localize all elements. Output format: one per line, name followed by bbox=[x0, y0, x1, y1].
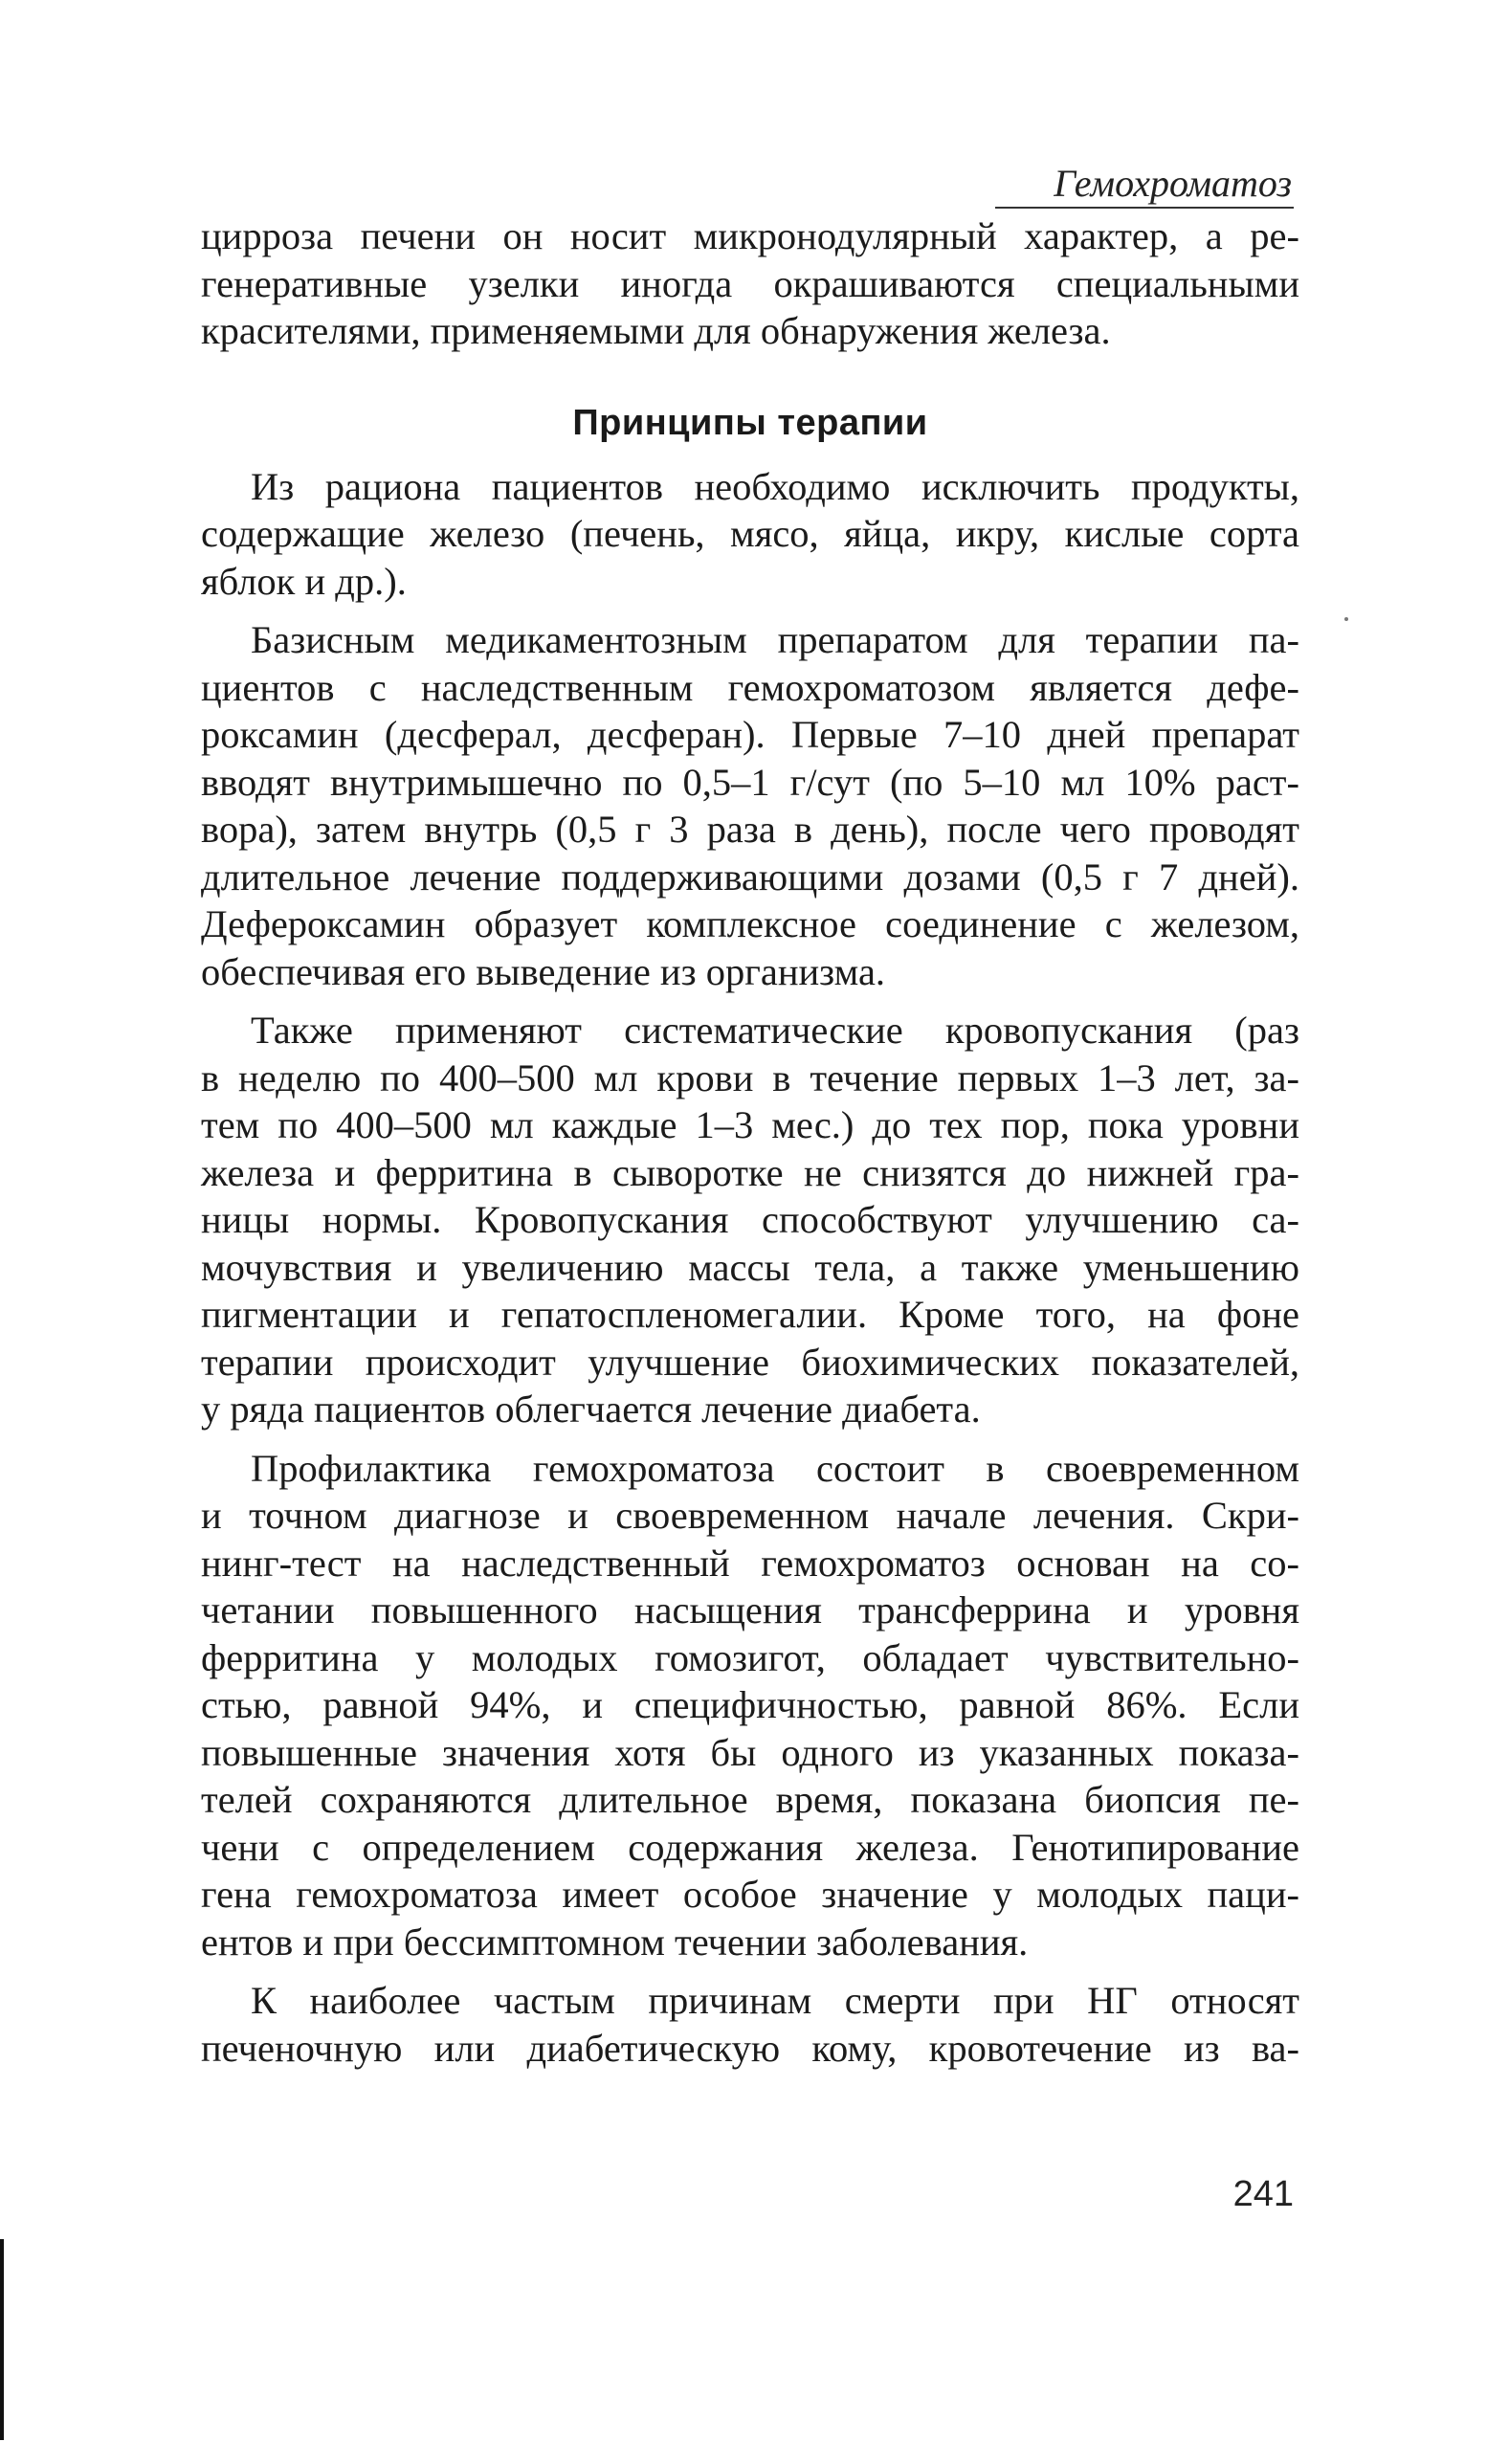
text-line: обеспечивая его выведение из организма. bbox=[201, 949, 886, 993]
section-heading: Принципы терапии bbox=[572, 402, 928, 443]
spacer bbox=[201, 1433, 1299, 1445]
spacer bbox=[201, 1965, 1299, 1977]
text-line: ферритина у молодых гомозигот, обладает чувствительно- bbox=[201, 1635, 1299, 1679]
text-line: чени с определением содержания железа. Генотипирование bbox=[201, 1825, 1299, 1869]
page-number: 241 bbox=[1232, 2174, 1294, 2214]
continuation-paragraph bbox=[201, 212, 1299, 355]
text-line: Из рациона пациентов необходимо исключить продукты, bbox=[251, 464, 1299, 508]
paragraph-mortality bbox=[201, 1977, 1299, 2072]
text-line: ницы нормы. Кровопускания способствуют улучшению са- bbox=[201, 1198, 1299, 1241]
paragraph-phlebotomy bbox=[201, 1007, 1299, 1433]
text-line: циентов с наследственным гемохроматозом является дефе- bbox=[201, 665, 1299, 709]
spacer bbox=[201, 355, 1299, 400]
text-line: Профилактика гемохроматоза состоит в своевременном bbox=[251, 1446, 1299, 1490]
text-line: содержащие железо (печень, мясо, яйца, икру, кислые сорта bbox=[201, 512, 1299, 555]
scan-edge-mark bbox=[0, 2239, 4, 2440]
text-line: и точном диагнозе и своевременном начале лечения. Скри- bbox=[201, 1494, 1299, 1537]
text-line: телей сохраняются длительное время, показана биопсия пе- bbox=[201, 1778, 1299, 1821]
text-line: стью, равной 94%, и специфичностью, равной 86%. Если bbox=[201, 1683, 1299, 1726]
text-line: железа и ферритина в сыворотке не снизятся до нижней гра- bbox=[201, 1150, 1299, 1194]
text-line: красителями, применяемыми для обнаружения железа. bbox=[201, 309, 1111, 352]
paragraph-diet bbox=[201, 463, 1299, 606]
text-line: Дефероксамин образует комплексное соединение с железом, bbox=[201, 902, 1299, 945]
page-body bbox=[201, 212, 1299, 2072]
text-line: гена гемохроматоза имеет особое значение у молодых паци- bbox=[201, 1873, 1299, 1916]
text-line: Также применяют систематические кровопускания (раз bbox=[251, 1009, 1299, 1052]
running-head-rule bbox=[995, 207, 1294, 209]
text-line: печеночную или диабетическую кому, кровотечение из ва- bbox=[201, 2026, 1299, 2070]
text-line: у ряда пациентов облегчается лечение диабета. bbox=[201, 1387, 981, 1431]
text-line: вводят внутримышечно по 0,5–1 г/сут (по 5–10 мл 10% раст- bbox=[201, 760, 1299, 804]
text-line: мочувствия и увеличению массы тела, а также уменьшению bbox=[201, 1245, 1299, 1289]
text-line: в неделю по 400–500 мл крови в течение первых 1–3 лет, за- bbox=[201, 1055, 1299, 1099]
text-line: роксамин (десферал, десферан). Первые 7–10 дней препарат bbox=[201, 713, 1299, 756]
text-line: генеративные узелки иногда окрашиваются специальными bbox=[201, 261, 1299, 305]
text-line: нинг-тест на наследственный гемохроматоз основан на со- bbox=[201, 1541, 1299, 1585]
text-line: четании повышенного насыщения трансферрина и уровня bbox=[201, 1588, 1299, 1632]
running-head: Гемохроматоз bbox=[1054, 162, 1292, 205]
text-line: К наиболее частым причинам смерти при НГ относят bbox=[251, 1979, 1299, 2022]
text-line: ентов и при бессимптомном течении заболевания. bbox=[201, 1920, 1029, 1964]
text-line: вора), затем внутрь (0,5 г 3 раза в день), после чего проводят bbox=[201, 808, 1299, 851]
spacer bbox=[201, 605, 1299, 616]
text-line: яблок и др.). bbox=[201, 559, 407, 603]
text-line: Базисным медикаментозным препаратом для терапии па- bbox=[251, 618, 1299, 661]
scan-speck bbox=[1344, 617, 1348, 621]
text-line: длительное лечение поддерживающими дозами (0,5 г 7 дней). bbox=[201, 855, 1299, 899]
spacer bbox=[201, 995, 1299, 1007]
text-line: пигментации и гепатоспленомегалии. Кроме того, на фоне bbox=[201, 1293, 1299, 1336]
text-line: повышенные значения хотя бы одного из указанных показа- bbox=[201, 1730, 1299, 1774]
text-line: цирроза печени он носит микронодулярный характер, а ре- bbox=[201, 214, 1299, 257]
paragraph-deferoxamine bbox=[201, 616, 1299, 995]
text-line: тем по 400–500 мл каждые 1–3 мес.) до тех пор, пока уровни bbox=[201, 1103, 1299, 1146]
paragraph-prevention bbox=[201, 1445, 1299, 1966]
text-line: терапии происходит улучшение биохимических показателей, bbox=[201, 1340, 1299, 1384]
spacer bbox=[201, 446, 1299, 463]
